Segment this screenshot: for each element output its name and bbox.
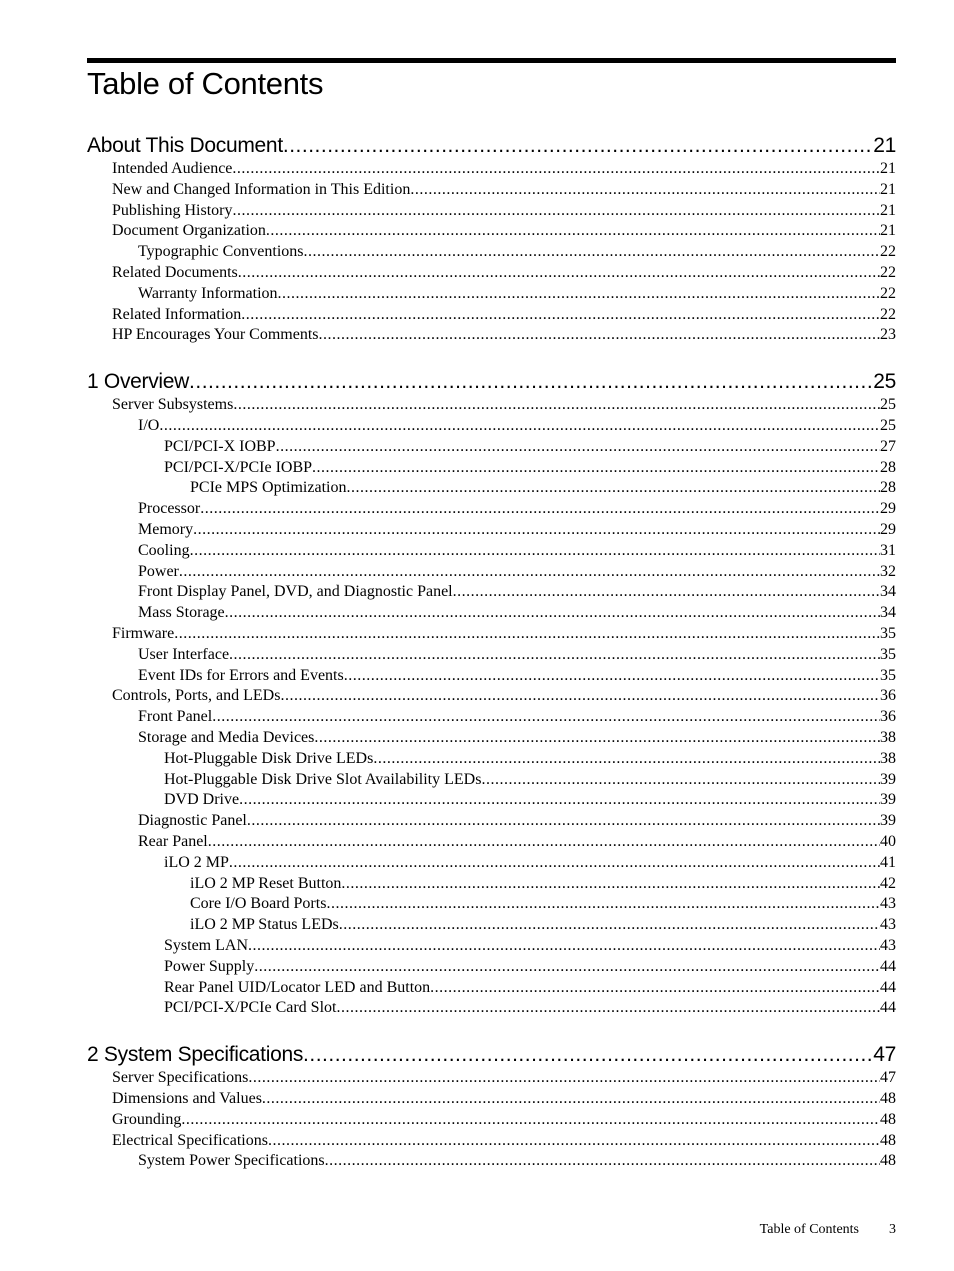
toc-entry-page: 28 <box>880 479 896 497</box>
dot-leader <box>262 1089 880 1109</box>
toc-entry-title: Core I/O Board Ports <box>190 895 327 913</box>
toc-entry-title: Rear Panel <box>138 833 208 850</box>
toc-entry-page: 41 <box>880 853 896 871</box>
toc-entry-page: 38 <box>880 749 896 767</box>
toc-entry-title: Electrical Specifications <box>112 1131 268 1149</box>
toc-entry[interactable] <box>138 603 896 623</box>
dot-leader <box>212 707 880 727</box>
dot-leader <box>453 582 880 602</box>
toc-entry[interactable] <box>164 770 896 790</box>
toc-entry-title: 1 Overview <box>87 370 190 394</box>
dot-leader <box>247 811 880 831</box>
dot-leader <box>346 478 880 498</box>
toc-entry-title: Front Display Panel, DVD, and Diagnostic Panel <box>138 583 453 601</box>
dot-leader <box>326 894 880 914</box>
toc-entry-title: Intended Audience <box>112 160 233 177</box>
toc-entry-page: 21 <box>880 222 896 240</box>
toc-entry-page: 43 <box>880 895 896 913</box>
toc-entry-page: 48 <box>880 1090 896 1107</box>
dot-leader <box>190 541 880 561</box>
dot-leader <box>229 645 880 665</box>
toc-entry-title: Event IDs for Errors and Events <box>138 666 344 684</box>
toc-entry[interactable] <box>112 159 896 179</box>
dot-leader <box>174 624 880 644</box>
dot-leader <box>239 790 880 810</box>
toc-entry[interactable] <box>112 1068 896 1088</box>
toc-entry-page: 47 <box>873 1043 896 1067</box>
toc-entry-page: 21 <box>880 180 896 198</box>
dot-leader <box>325 1151 880 1171</box>
toc-entry-page: 29 <box>880 521 896 538</box>
toc-entry-title: iLO 2 MP <box>164 853 229 871</box>
toc-entry-title: PCIe MPS Optimization <box>190 479 347 497</box>
toc-entry[interactable] <box>164 998 896 1018</box>
toc-entry[interactable] <box>138 666 896 686</box>
toc-entry[interactable] <box>112 221 896 241</box>
toc-entry-title: Power <box>138 562 179 580</box>
toc-entry-page: 35 <box>880 645 896 663</box>
toc-entry[interactable] <box>138 811 896 831</box>
dot-leader <box>341 874 880 894</box>
toc-entry-title: New and Changed Information in This Edition <box>112 180 411 198</box>
toc-entry[interactable] <box>164 936 896 956</box>
toc-entry-page: 48 <box>880 1152 896 1170</box>
toc-entry[interactable] <box>164 790 896 810</box>
toc-entry-title: Storage and Media Devices <box>138 729 315 746</box>
toc-entry-title: System Power Specifications <box>138 1152 325 1170</box>
dot-leader <box>225 603 880 623</box>
toc-entry-title: PCI/PCI-X IOBP <box>164 437 276 455</box>
toc-entry-page: 44 <box>880 999 896 1017</box>
header-rule <box>87 58 896 63</box>
toc-entry[interactable] <box>112 624 896 644</box>
toc-entry-title: iLO 2 MP Status LEDs <box>190 916 339 934</box>
dot-leader <box>268 1131 880 1151</box>
toc-entry[interactable] <box>138 582 896 602</box>
toc-entry-title: Server Subsystems <box>112 396 234 414</box>
toc-entry-page: 22 <box>880 305 896 323</box>
toc-entry-page: 39 <box>880 770 896 788</box>
dot-leader <box>159 416 880 436</box>
toc-chapter[interactable] <box>87 369 896 395</box>
toc-entry-title: Hot-Pluggable Disk Drive Slot Availability LEDs <box>164 770 482 788</box>
toc-entry-title: Mass Storage <box>138 604 225 622</box>
dot-leader <box>319 325 880 345</box>
toc-entry-title: I/O <box>138 417 160 434</box>
toc-entry-page: 44 <box>880 978 896 996</box>
toc-entry-page: 38 <box>880 729 896 746</box>
toc-entry-title: iLO 2 MP Reset Button <box>190 874 342 892</box>
toc-entry[interactable] <box>112 305 896 325</box>
toc-entry[interactable] <box>138 541 896 561</box>
toc-entry-title: HP Encourages Your Comments <box>112 326 319 344</box>
dot-leader <box>303 1042 873 1068</box>
dot-leader <box>232 159 880 179</box>
toc-entry-title: PCI/PCI-X/PCIe Card Slot <box>164 999 337 1017</box>
dot-leader <box>344 666 880 686</box>
toc-entry-title: Grounding <box>112 1110 182 1128</box>
toc-entry-page: 28 <box>880 458 896 476</box>
toc-entry-page: 44 <box>880 957 896 975</box>
dot-leader <box>238 263 880 283</box>
toc-entry-page: 43 <box>880 937 896 954</box>
dot-leader <box>248 936 880 956</box>
toc-entry-page: 48 <box>880 1131 896 1149</box>
toc-entry-title: Hot-Pluggable Disk Drive LEDs <box>164 749 374 767</box>
toc-entry-page: 40 <box>880 833 896 850</box>
toc-entry-title: 2 System Specifications <box>87 1043 304 1067</box>
toc-entry[interactable] <box>138 832 896 852</box>
toc-entry-page: 34 <box>880 604 896 622</box>
toc-entry[interactable] <box>112 686 896 706</box>
toc-entry-page: 25 <box>880 417 896 434</box>
dot-leader <box>339 915 880 935</box>
toc-entry[interactable] <box>138 242 896 262</box>
toc-entry[interactable] <box>138 728 896 748</box>
toc-entry-page: 23 <box>880 326 896 344</box>
toc-entry[interactable] <box>164 749 896 769</box>
toc-entry[interactable] <box>138 645 896 665</box>
toc-entry-title: Power Supply <box>164 957 255 975</box>
toc-entry-title: About This Document <box>87 134 283 157</box>
page-title: Table of Contents <box>87 66 324 101</box>
dot-leader <box>200 499 880 519</box>
dot-leader <box>304 242 880 262</box>
toc-entry[interactable] <box>138 416 896 436</box>
toc-entry-title: Server Specifications <box>112 1069 249 1087</box>
toc-entry-page: 29 <box>880 500 896 518</box>
toc-entry-title: Firmware <box>112 625 175 642</box>
toc-entry-title: Controls, Ports, and LEDs <box>112 687 281 705</box>
dot-leader <box>276 437 880 457</box>
toc-entry-page: 21 <box>880 201 896 219</box>
toc-entry[interactable] <box>112 1089 896 1109</box>
dot-leader <box>229 853 880 873</box>
toc-entry[interactable] <box>112 1110 896 1130</box>
toc-entry-page: 22 <box>880 243 896 261</box>
toc-entry-page: 34 <box>880 583 896 601</box>
dot-leader <box>266 221 880 241</box>
toc-entry-page: 22 <box>880 264 896 281</box>
dot-leader <box>280 686 880 706</box>
toc-entry[interactable] <box>164 957 896 977</box>
toc-entry-page: 43 <box>880 916 896 934</box>
dot-leader <box>373 749 880 769</box>
dot-leader <box>283 133 873 159</box>
toc-entry-page: 47 <box>880 1069 896 1087</box>
page-footer <box>760 1222 896 1238</box>
dot-leader <box>430 978 880 998</box>
footer-page-number: 3 <box>889 1222 896 1237</box>
dot-leader <box>410 180 880 200</box>
dot-leader <box>278 284 880 304</box>
toc-entry[interactable] <box>164 853 896 873</box>
toc-entry-page: 21 <box>873 134 896 157</box>
toc-entry-page: 22 <box>880 284 896 302</box>
toc-entry[interactable] <box>190 874 896 894</box>
toc-entry-title: System LAN <box>164 937 248 954</box>
toc-entry-title: User Interface <box>138 645 230 663</box>
toc-entry-title: Publishing History <box>112 201 233 219</box>
toc-chapter[interactable] <box>87 1042 896 1068</box>
dot-leader <box>312 458 880 478</box>
dot-leader <box>179 562 880 582</box>
dot-leader <box>189 369 873 395</box>
toc-entry-title: Related Documents <box>112 264 238 281</box>
toc-entry-title: Processor <box>138 500 201 518</box>
toc-entry[interactable] <box>138 707 896 727</box>
toc-entry[interactable] <box>112 1131 896 1151</box>
toc-entry-title: Rear Panel UID/Locator LED and Button <box>164 978 431 996</box>
toc-entry-title: Memory <box>138 521 194 538</box>
toc-entry-page: 42 <box>880 874 896 892</box>
toc-entry-title: DVD Drive <box>164 791 240 809</box>
toc-chapter[interactable] <box>87 133 896 159</box>
toc-entry-page: 48 <box>880 1110 896 1128</box>
toc-entry[interactable] <box>112 180 896 200</box>
toc-entry-page: 27 <box>880 437 896 455</box>
toc-entry-page: 35 <box>880 666 896 684</box>
toc-entry[interactable] <box>138 284 896 304</box>
dot-leader <box>181 1110 880 1130</box>
toc-entry-page: 36 <box>880 687 896 705</box>
dot-leader <box>481 770 880 790</box>
dot-leader <box>193 520 880 540</box>
toc-entry-title: Cooling <box>138 541 190 559</box>
toc-entry[interactable] <box>112 395 896 415</box>
toc-entry-page: 25 <box>880 396 896 414</box>
footer-label: Table of Contents <box>759 1222 859 1237</box>
toc-entry-page: 31 <box>880 541 896 559</box>
dot-leader <box>248 1068 880 1088</box>
toc-entry[interactable] <box>164 437 896 457</box>
toc-entry-page: 32 <box>880 562 896 580</box>
toc-entry[interactable] <box>138 520 896 540</box>
toc-entry-page: 25 <box>873 370 896 394</box>
toc-entry-title: Warranty Information <box>138 284 278 302</box>
toc-entry[interactable] <box>138 562 896 582</box>
toc-entry-title: PCI/PCI-X/PCIe IOBP <box>164 458 313 476</box>
dot-leader <box>233 395 880 415</box>
toc-entry-title: Document Organization <box>112 222 266 240</box>
toc-entry-page: 35 <box>880 625 896 642</box>
toc-entry-page: 36 <box>880 708 896 726</box>
toc-entry-title: Dimensions and Values <box>112 1090 262 1107</box>
dot-leader <box>314 728 880 748</box>
toc-entry[interactable] <box>164 458 896 478</box>
toc-entry[interactable] <box>190 478 896 498</box>
toc-entry-page: 39 <box>880 812 896 830</box>
toc-entry-title: Related Information <box>112 305 242 323</box>
toc-entry[interactable] <box>190 894 896 914</box>
dot-leader <box>241 305 880 325</box>
toc-entry-page: 21 <box>880 160 896 177</box>
toc-entry[interactable] <box>138 499 896 519</box>
toc-entry-title: Diagnostic Panel <box>138 812 247 830</box>
toc-entry[interactable] <box>164 978 896 998</box>
dot-leader <box>336 998 880 1018</box>
toc-entry-page: 39 <box>880 791 896 809</box>
toc-entry[interactable] <box>112 201 896 221</box>
toc-entry-title: Front Panel <box>138 708 213 726</box>
toc-entry[interactable] <box>112 325 896 345</box>
dot-leader <box>232 201 880 221</box>
toc-entry[interactable] <box>112 263 896 283</box>
dot-leader <box>254 957 880 977</box>
dot-leader <box>208 832 880 852</box>
toc-entry[interactable] <box>138 1151 896 1171</box>
toc-entry[interactable] <box>190 915 896 935</box>
toc-entry-title: Typographic Conventions <box>138 243 304 261</box>
